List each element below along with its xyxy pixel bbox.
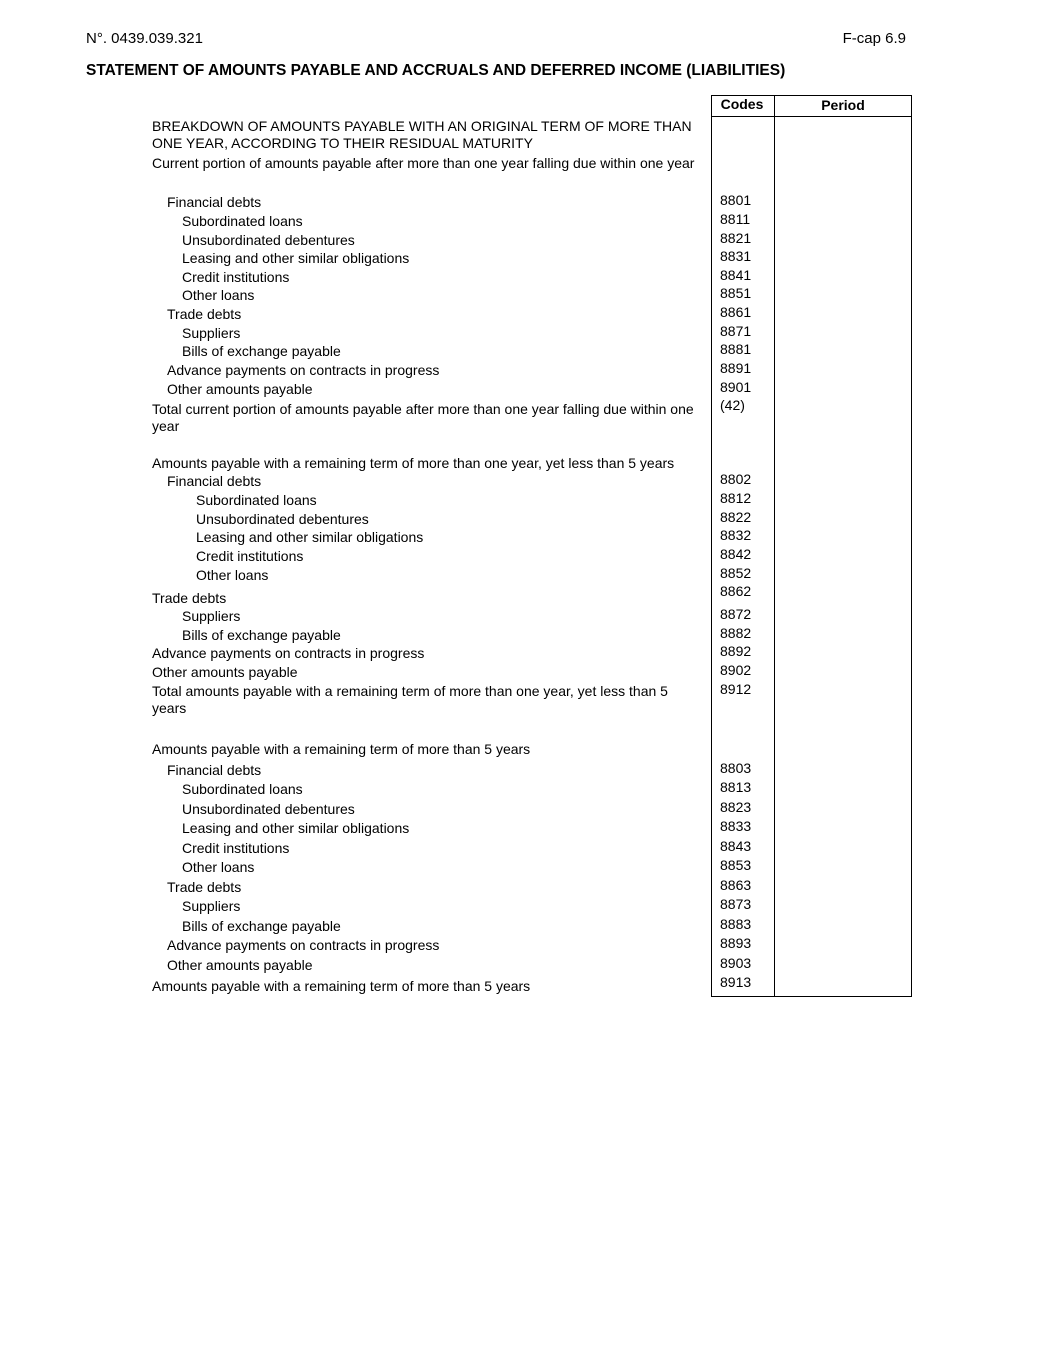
table-row: Trade debts [167, 879, 242, 895]
table-row: Other amounts payable [152, 664, 298, 680]
table-row: Bills of exchange payable [182, 918, 341, 934]
table-row: Advance payments on contracts in progress [167, 937, 440, 953]
table-row: Credit institutions [196, 548, 304, 564]
table-row: Financial debts [167, 762, 262, 778]
row-code: 8801 [720, 192, 752, 208]
row-code: 8881 [720, 341, 752, 357]
table-row: Unsubordinated debentures [182, 801, 355, 817]
row-code: 8833 [720, 818, 752, 834]
table-row: Trade debts [152, 590, 227, 606]
row-code: 8843 [720, 838, 752, 854]
table-row: Bills of exchange payable [182, 343, 341, 359]
period-column-header: Period [821, 97, 865, 113]
row-code: 8883 [720, 916, 752, 932]
table-row: Financial debts [167, 473, 262, 489]
table-row: Advance payments on contracts in progress [167, 362, 440, 378]
table-row: Leasing and other similar obligations [182, 250, 410, 266]
table-row: Unsubordinated debentures [196, 511, 369, 527]
table-row: Unsubordinated debentures [182, 232, 355, 248]
row-code: 8853 [720, 857, 752, 873]
row-code: 8812 [720, 490, 752, 506]
table-row: Subordinated loans [182, 213, 303, 229]
row-code: 8841 [720, 267, 752, 283]
section1-total-label: Total current portion of amounts payable after more than one year falling due within one year [152, 401, 694, 434]
row-code: 8861 [720, 304, 752, 320]
header-divider [712, 116, 911, 117]
table-row: Other amounts payable [167, 957, 313, 973]
row-code: 8802 [720, 471, 752, 487]
row-code: 8903 [720, 955, 752, 971]
section2-total-code: 8912 [720, 681, 752, 697]
section3-heading: Amounts payable with a remaining term of more than 5 years [152, 741, 531, 757]
section3-total-code: 8913 [720, 974, 752, 990]
table-row: Other loans [182, 859, 255, 875]
table-row: Suppliers [182, 608, 241, 624]
table-row: Suppliers [182, 325, 241, 341]
row-code: 8813 [720, 779, 752, 795]
table-row: Other amounts payable [167, 381, 313, 397]
table-row: Credit institutions [182, 269, 290, 285]
row-code: 8882 [720, 625, 752, 641]
row-code: 8891 [720, 360, 752, 376]
row-code: 8863 [720, 877, 752, 893]
table-row: Leasing and other similar obligations [182, 820, 410, 836]
table-row: Subordinated loans [196, 492, 317, 508]
row-code: 8842 [720, 546, 752, 562]
section2-total-label: Total amounts payable with a remaining term of more than one year, yet less than 5 years [152, 683, 668, 716]
row-code: 8862 [720, 583, 752, 599]
column-divider [774, 96, 775, 996]
section1-subheading: Current portion of amounts payable after more than one year falling due within one year [152, 155, 695, 171]
table-row: Subordinated loans [182, 781, 303, 797]
row-code: 8871 [720, 323, 752, 339]
page-title: STATEMENT OF AMOUNTS PAYABLE AND ACCRUALS AND DEFERRED INCOME (LIABILITIES) [86, 62, 786, 79]
row-code: 8892 [720, 643, 752, 659]
row-code: 8901 [720, 379, 752, 395]
row-code: 8872 [720, 606, 752, 622]
section1-heading: BREAKDOWN OF AMOUNTS PAYABLE WITH AN ORIGINAL TERM OF MORE THAN ONE YEAR, ACCORDING TO THEIR RESIDUAL MATURITY [152, 118, 692, 151]
row-code: 8831 [720, 248, 752, 264]
table-row: Advance payments on contracts in progress [152, 645, 425, 661]
section2-heading: Amounts payable with a remaining term of more than one year, yet less than 5 years [152, 455, 675, 471]
form-reference: F-cap 6.9 [842, 30, 906, 47]
table-row: Bills of exchange payable [182, 627, 341, 643]
row-code: 8823 [720, 799, 752, 815]
document-number: N°. 0439.039.321 [86, 30, 203, 47]
row-code: 8811 [720, 211, 751, 227]
section1-total-code: (42) [720, 397, 745, 413]
table-row: Financial debts [167, 194, 262, 210]
row-code: 8902 [720, 662, 752, 678]
row-code: 8851 [720, 285, 752, 301]
codes-column-header: Codes [720, 96, 764, 112]
row-code: 8873 [720, 896, 752, 912]
section3-total-label: Amounts payable with a remaining term of more than 5 years [152, 978, 531, 994]
row-code: 8832 [720, 527, 752, 543]
table-row: Other loans [182, 287, 255, 303]
row-code: 8803 [720, 760, 752, 776]
table-row: Trade debts [167, 306, 242, 322]
table-row: Credit institutions [182, 840, 290, 856]
table-row: Leasing and other similar obligations [196, 529, 424, 545]
table-row: Suppliers [182, 898, 241, 914]
row-code: 8822 [720, 509, 752, 525]
table-row: Other loans [196, 567, 269, 583]
row-code: 8893 [720, 935, 752, 951]
row-code: 8852 [720, 565, 752, 581]
row-code: 8821 [720, 230, 752, 246]
